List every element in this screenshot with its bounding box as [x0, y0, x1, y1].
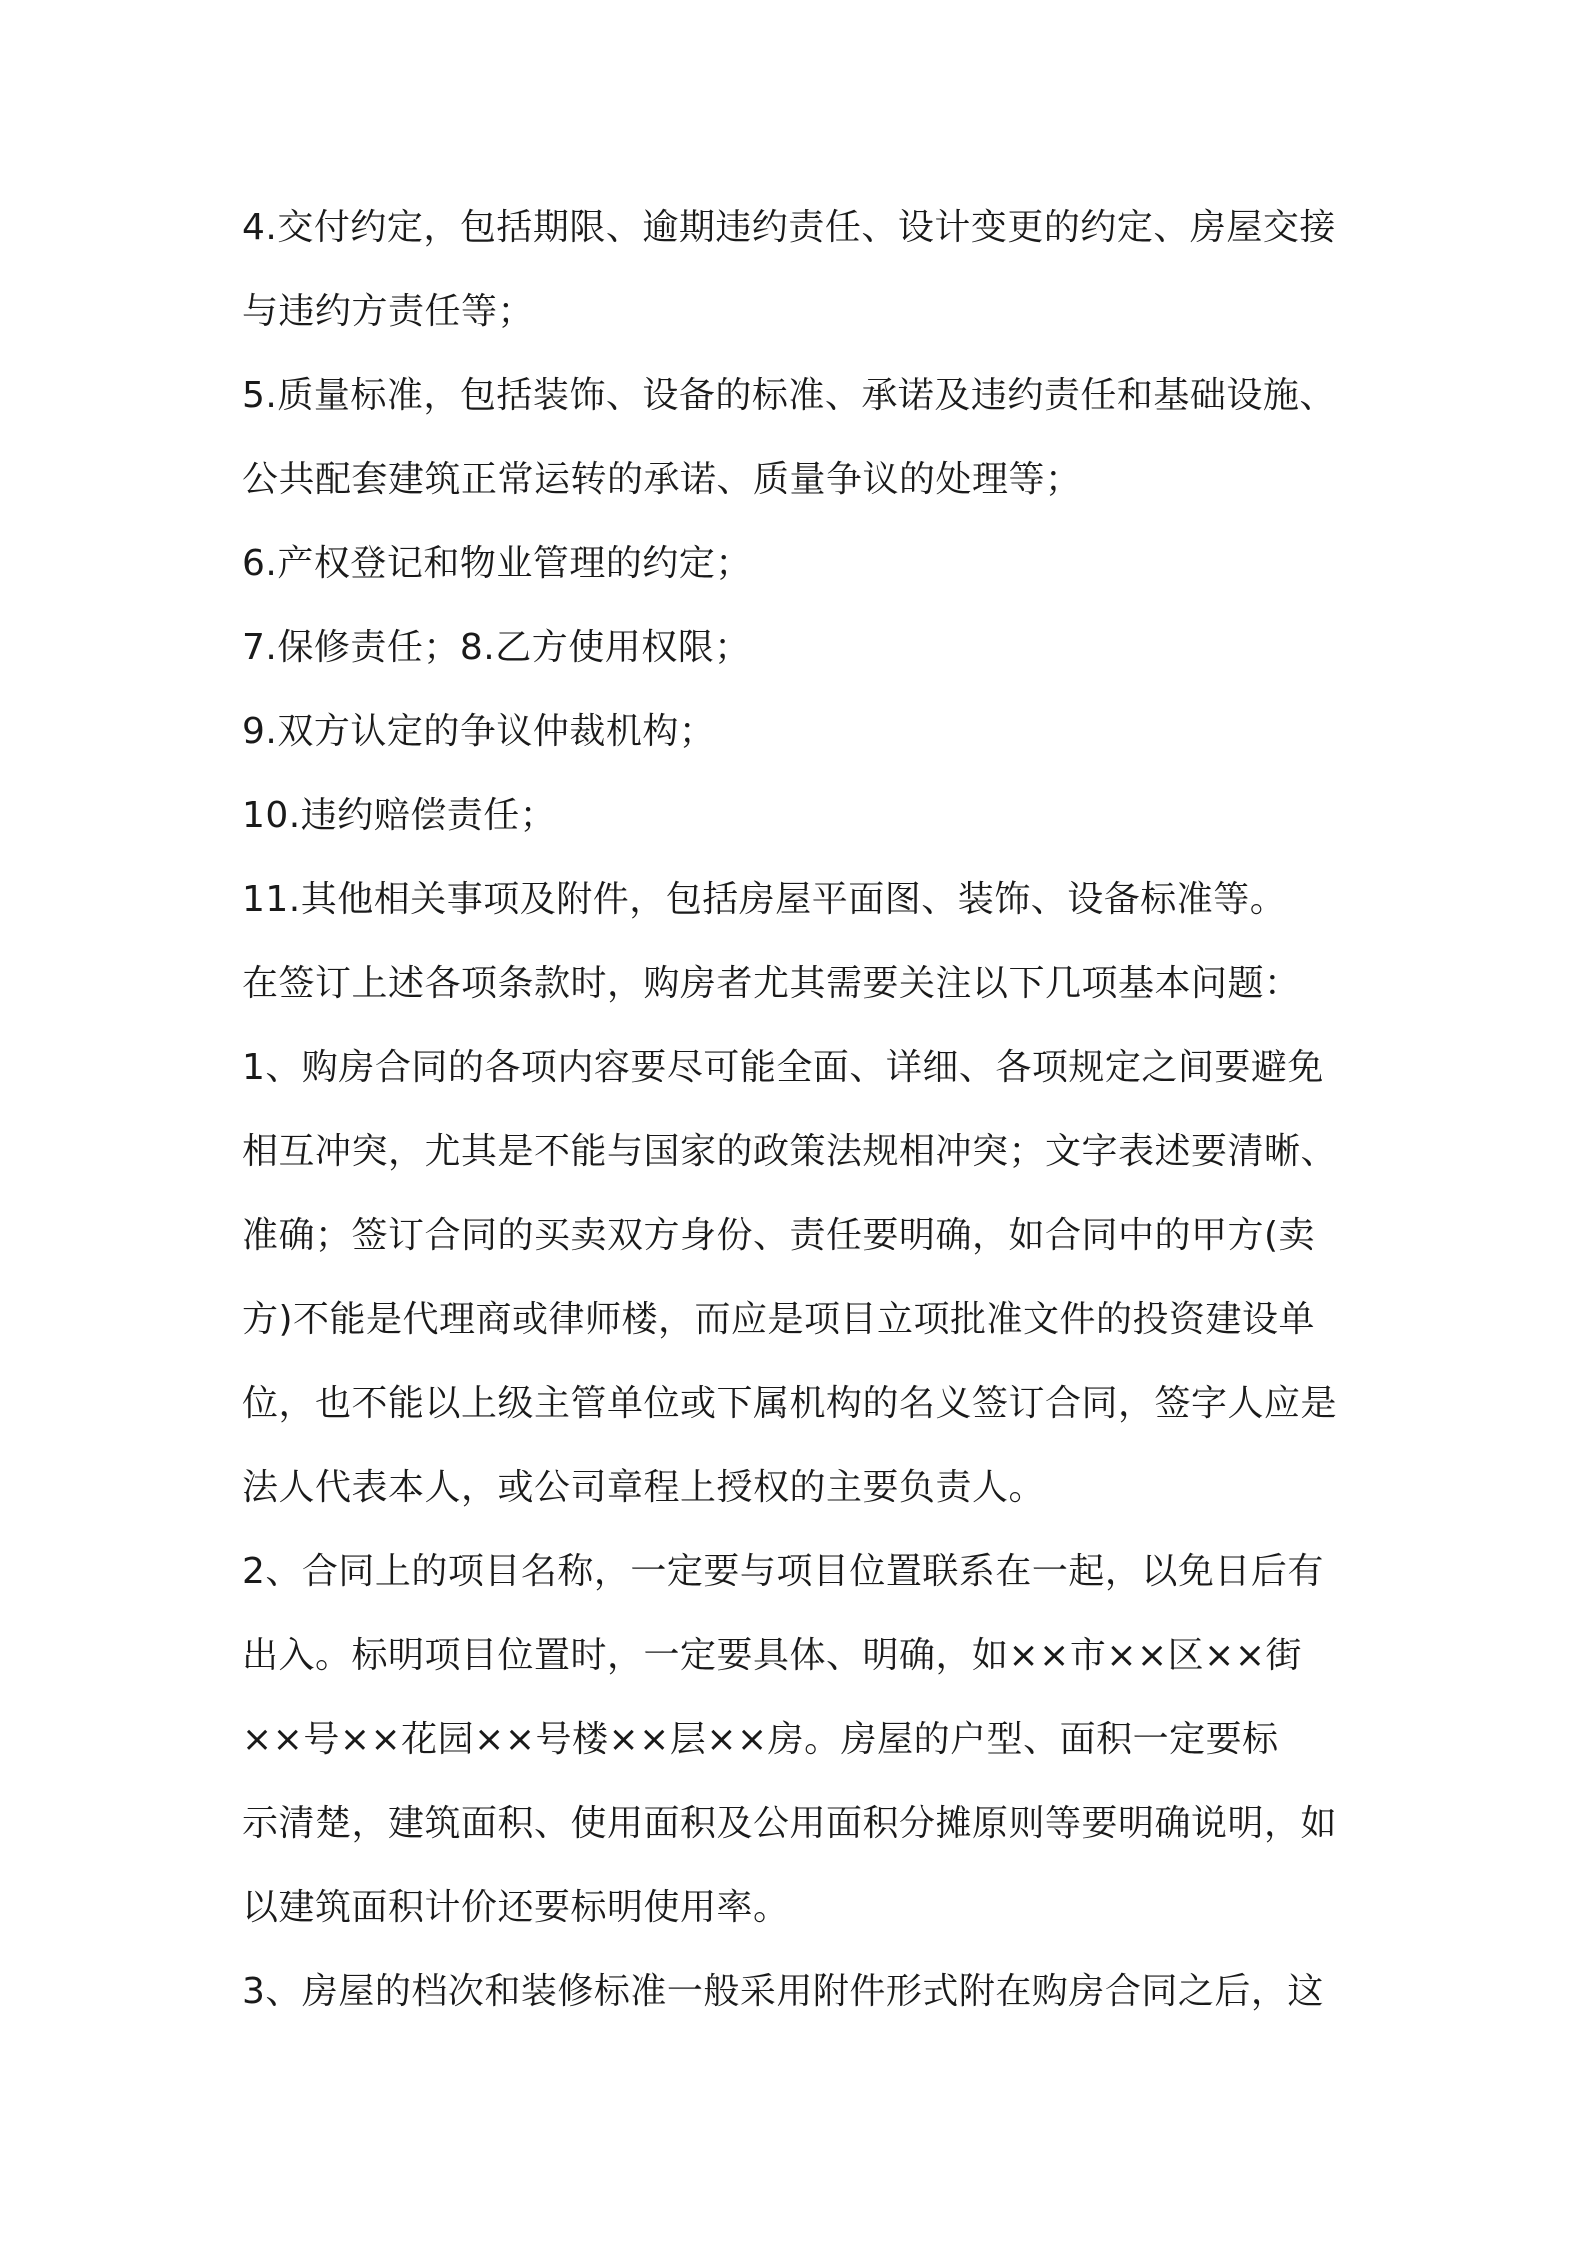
text-line: 相互冲突，尤其是不能与国家的政策法规相冲突；文字表述要清晰、: [242, 1131, 1338, 1172]
text-line: 1、购房合同的各项内容要尽可能全面、详细、各项规定之间要避免: [242, 1047, 1324, 1088]
text-line: 示清楚，建筑面积、使用面积及公用面积分摊原则等要明确说明，如: [242, 1803, 1338, 1844]
text-line: 2、合同上的项目名称，一定要与项目位置联系在一起，以免日后有: [242, 1551, 1324, 1592]
text-line: 6.产权登记和物业管理的约定；: [242, 543, 752, 584]
text-line: 3、房屋的档次和装修标准一般采用附件形式附在购房合同之后，这: [242, 1971, 1324, 2012]
text-line: 出入。标明项目位置时，一定要具体、明确，如××市××区××街: [242, 1635, 1302, 1676]
text-line: 11.其他相关事项及附件，包括房屋平面图、装饰、设备标准等。: [242, 879, 1287, 920]
text-line: 7.保修责任；8.乙方使用权限；: [242, 627, 751, 668]
text-line: 法人代表本人，或公司章程上授权的主要负责人。: [242, 1467, 1046, 1508]
text-line: 9.双方认定的争议仲裁机构；: [242, 711, 716, 752]
text-line: 5.质量标准，包括装饰、设备的标准、承诺及违约责任和基础设施、: [242, 375, 1336, 416]
text-line: 方)不能是代理商或律师楼，而应是项目立项批准文件的投资建设单: [242, 1299, 1316, 1340]
text-line: 在签订上述各项条款时，购房者尤其需要关注以下几项基本问题：: [242, 963, 1301, 1004]
text-line: 以建筑面积计价还要标明使用率。: [242, 1887, 790, 1928]
text-line: 10.违约赔偿责任；: [242, 795, 557, 836]
text-line: ××号××花园××号楼××层××房。房屋的户型、面积一定要标: [242, 1719, 1279, 1760]
text-line: 准确；签订合同的买卖双方身份、责任要明确，如合同中的甲方(卖: [242, 1215, 1316, 1256]
text-line: 4.交付约定，包括期限、逾期违约责任、设计变更的约定、房屋交接: [242, 207, 1336, 248]
text-line: 与违约方责任等；: [242, 291, 535, 332]
text-line: 位，也不能以上级主管单位或下属机构的名义签订合同，签字人应是: [242, 1383, 1338, 1424]
text-line: 公共配套建筑正常运转的承诺、质量争议的处理等；: [242, 459, 1082, 500]
document-body: [242, 196, 1360, 2044]
